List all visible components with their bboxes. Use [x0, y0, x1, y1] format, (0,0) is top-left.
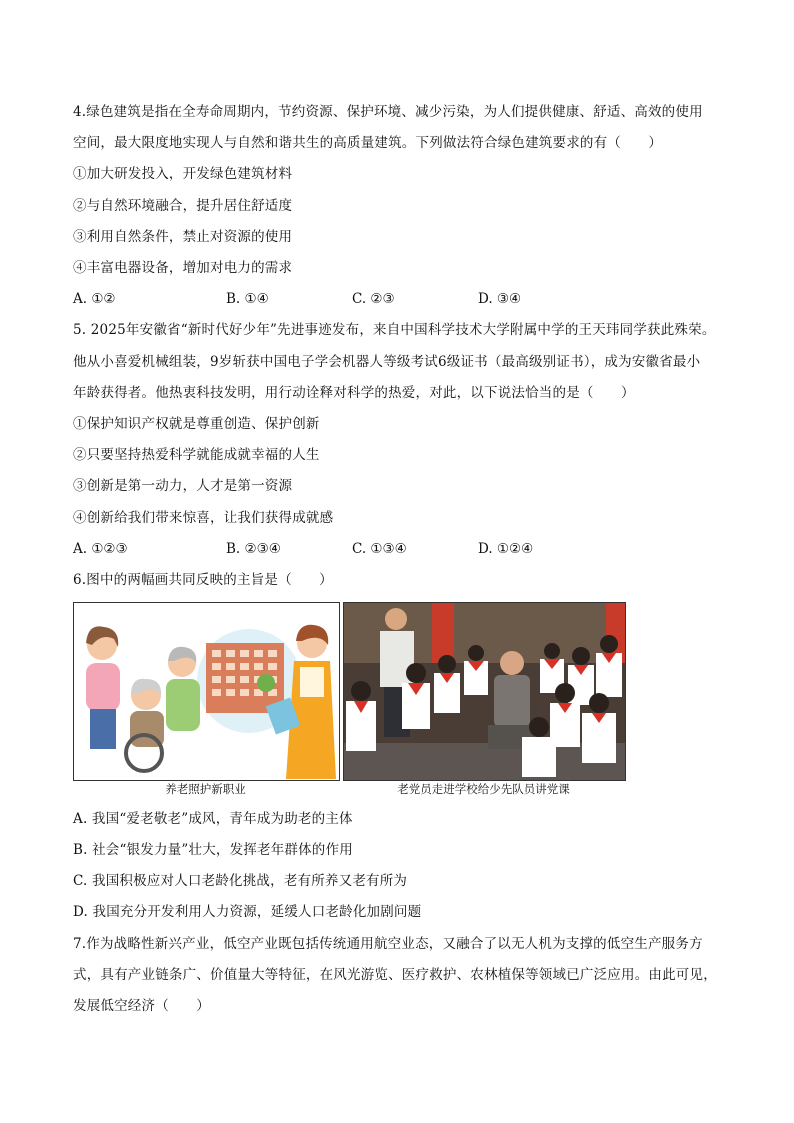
q4-option-c[interactable]: C. ②③: [352, 291, 395, 307]
elderly-woman-standing: [166, 647, 200, 731]
q4-stem-line1: 4.绿色建筑是指在全寿命周期内，节约资源、保护环境、减少污染，为人们提供健康、舒适、高效的使用: [73, 104, 703, 120]
party-lesson-scene: [344, 603, 625, 780]
q7-stem-line1: 7.作为战略性新兴产业，低空产业既包括传统通用航空业态，又融合了以无人机为支撑的低空生产服务方: [73, 936, 703, 952]
elderly-care-drawing: [74, 603, 339, 780]
young-woman-left: [86, 626, 120, 749]
q5-item-1: ①保护知识产权就是尊重创造、保护创新: [73, 416, 320, 432]
q5-option-d[interactable]: D. ①②④: [478, 541, 534, 557]
q5-item-2: ②只要坚持热爱科学就能成就幸福的人生: [73, 447, 320, 463]
q5-option-c[interactable]: C. ①③④: [352, 541, 407, 557]
party-lesson-photo: [343, 602, 626, 781]
q4-item-4: ④丰富电器设备，增加对电力的需求: [73, 260, 293, 276]
tree: [257, 674, 275, 692]
q6-option-c[interactable]: C. 我国积极应对人口老龄化挑战，老有所养又老有所为: [73, 873, 408, 889]
elderly-man-wheelchair: [126, 679, 164, 771]
q5-stem-line2: 他从小喜爱机械组装，9岁斩获中国电子学会机器人等级考试6级证书（最高级别证书），成为安徽省最小: [73, 354, 701, 370]
q6-option-d[interactable]: D. 我国充分开发利用人力资源，延缓人口老龄化加剧问题: [73, 904, 422, 920]
caption-elderly-care: 养老照护新职业: [165, 782, 246, 796]
q5-option-b[interactable]: B. ②③④: [226, 541, 281, 557]
q5-stem-line1: 5. 2025年安徽省“新时代好少年”先进事迹发布，来自中国科学技术大学附属中学的王天玮同学获此殊荣。: [73, 322, 716, 338]
q7-stem-line3: 发展低空经济（ ）: [73, 998, 210, 1014]
q4-item-1: ①加大研发投入，开发绿色建筑材料: [73, 166, 293, 182]
q6-stem: 6.图中的两幅画共同反映的主旨是（ ）: [73, 572, 333, 588]
q5-option-a[interactable]: A. ①②③: [73, 541, 128, 557]
q4-option-b[interactable]: B. ①④: [226, 291, 269, 307]
q7-stem-line2: 式，具有产业链条广、价值量大等特征，在风光游览、医疗救护、农林植保等领域已广泛应用。由此可见，: [73, 967, 717, 983]
q5-item-3: ③创新是第一动力，人才是第一资源: [73, 478, 293, 494]
elderly-care-illustration: [73, 602, 340, 781]
caption-party-lesson: 老党员走进学校给少先队员讲党课: [397, 782, 570, 796]
q4-item-3: ③利用自然条件，禁止对资源的使用: [73, 229, 293, 245]
q4-option-d[interactable]: D. ③④: [478, 291, 522, 307]
q5-options: [73, 539, 723, 559]
q6-option-a[interactable]: A. 我国“爱老敬老”成风，青年成为助老的主体: [73, 811, 353, 827]
q4-option-a[interactable]: A. ①②: [73, 291, 116, 307]
q4-item-2: ②与自然环境融合，提升居住舒适度: [73, 198, 293, 214]
q5-stem-line3: 年龄获得者。他热衷科技发明，用行动诠释对科学的热爱，对此，以下说法恰当的是（ ）: [73, 385, 635, 401]
q6-option-b[interactable]: B. 社会“银发力量”壮大，发挥老年群体的作用: [73, 842, 353, 858]
q4-options: [73, 289, 723, 309]
red-couplet-left: [432, 603, 454, 663]
q4-stem-line2: 空间，最大限度地实现人与自然和谐共生的高质量建筑。下列做法符合绿色建筑要求的有（ ）: [73, 135, 663, 151]
q5-item-4: ④创新给我们带来惊喜，让我们获得成就感: [73, 510, 334, 526]
